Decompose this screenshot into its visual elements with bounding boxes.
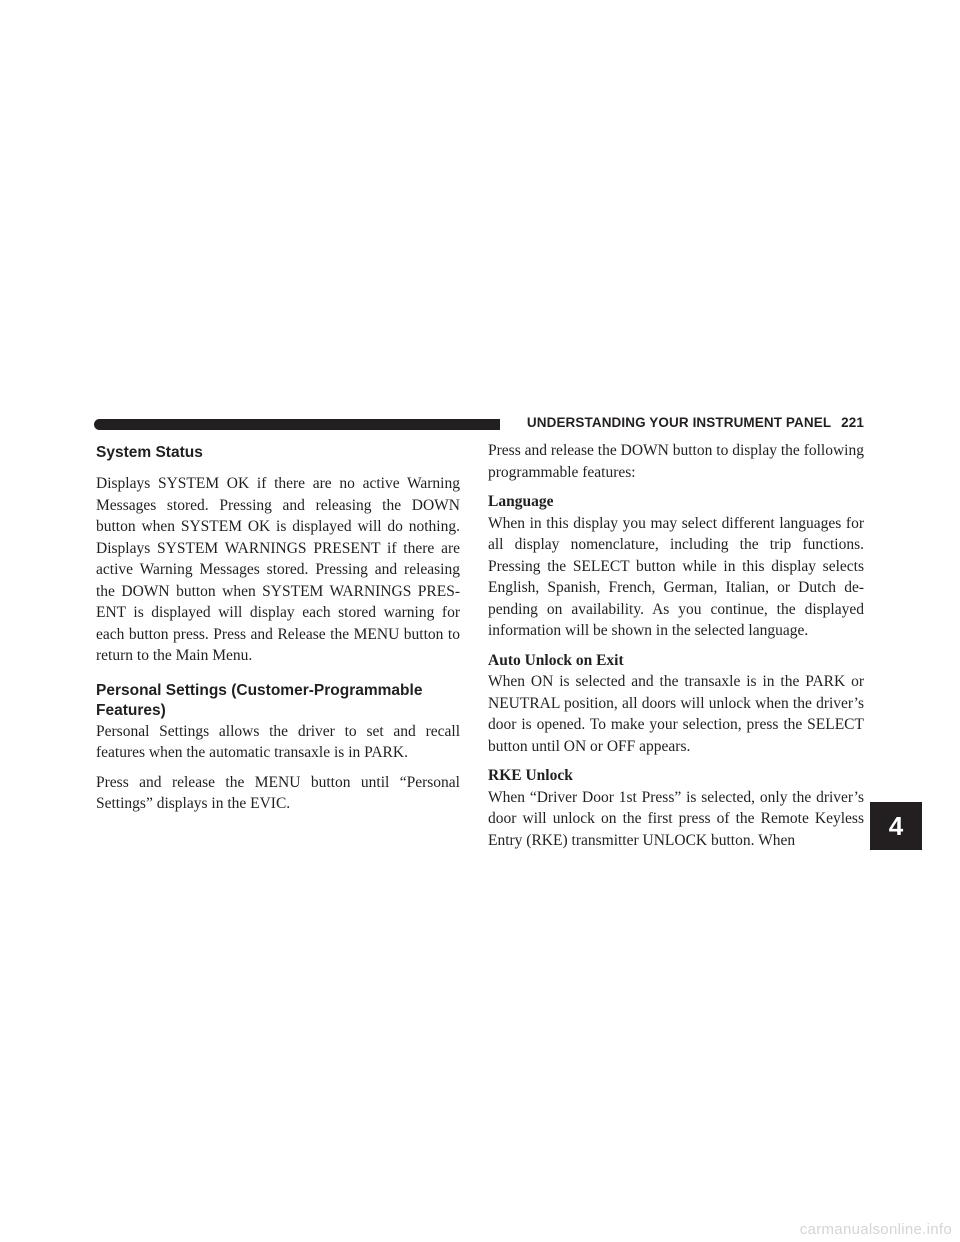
personal-settings-paragraph-2: Press and release the MENU button until “Personal Settings” displays in the EVIC. — [96, 773, 460, 812]
header-text — [527, 414, 864, 432]
system-status-heading: System Status — [96, 444, 203, 461]
right-column — [488, 440, 864, 859]
header-rule — [94, 419, 500, 430]
language-paragraph: When in this display you may select different languages for all display nomenclature, including the trip functions. Pressing the SELECT button while in this display selects English, Spanish, French, German, Italian, or Dutch de-pending on availability. As you continue, the displayed information will be shown in the selected language. — [488, 514, 864, 639]
system-status-paragraph: Displays SYSTEM OK if there are no active Warning Messages stored. Pressing and releasing the DOWN button when SYSTEM OK is displayed will do nothing. Displays SYSTEM WARNINGS PRESENT if there are active Warning Messages stored. Pressing and releasing the DOWN button when SYSTEM WARNINGS PRES-ENT is displayed will display each stored warning for each button press. Press and Release the MENU button to return to the Main Menu. — [96, 475, 460, 664]
rke-unlock-paragraph: When “Driver Door 1st Press” is selected, only the driver’s door will unlock on the first press of the Remote Keyless Entry (RKE) transmitter UNLOCK button. When — [488, 788, 864, 849]
page-number: 221 — [841, 415, 864, 430]
auto-unlock-heading: Auto Unlock on Exit — [488, 651, 624, 669]
auto-unlock-paragraph: When ON is selected and the transaxle is in the PARK or NEUTRAL position, all doors will unlock when the driver’s door is opened. To make your selection, press the SELECT button until ON or OFF appears. — [488, 673, 864, 755]
chapter-number: 4 — [888, 811, 904, 841]
watermark: carmanualsonline.info — [799, 1221, 952, 1238]
chapter-tab — [870, 802, 922, 850]
language-heading: Language — [488, 493, 554, 510]
left-column — [96, 440, 460, 823]
personal-settings-paragraph-1: Personal Settings allows the driver to set and recall features when the automatic transaxle is in PARK. — [96, 722, 460, 761]
header-section-title: UNDERSTANDING YOUR INSTRUMENT PANEL — [526, 415, 832, 430]
features-intro-paragraph: Press and release the DOWN button to display the following programmable features: — [488, 442, 864, 481]
rke-unlock-heading: RKE Unlock — [488, 767, 573, 784]
page-header — [94, 414, 864, 432]
personal-settings-heading: Personal Settings (Customer-Programmable Features) — [96, 681, 423, 719]
